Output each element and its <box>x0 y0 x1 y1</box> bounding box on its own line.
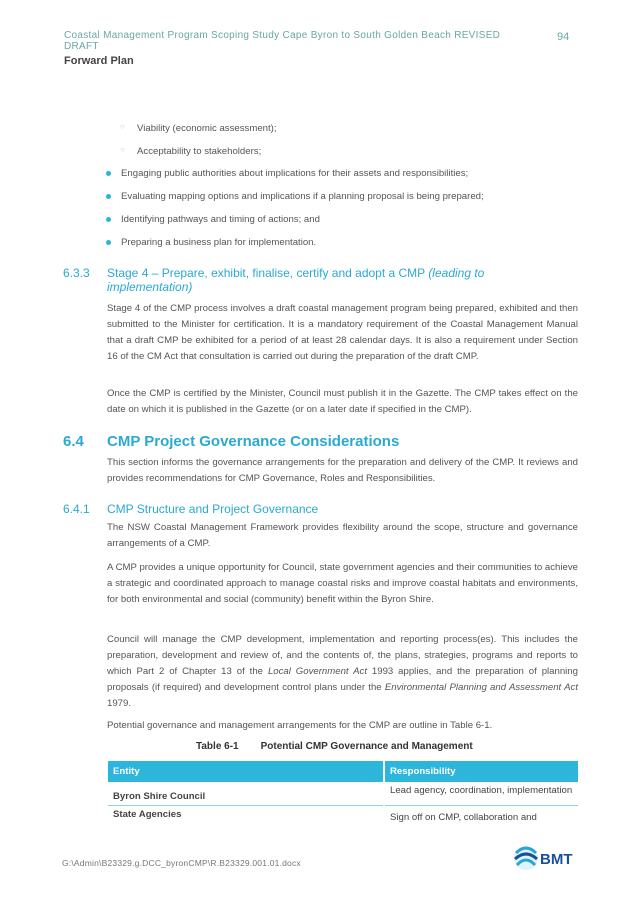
bullet-icon <box>106 194 111 199</box>
bullet-text: Engaging public authorities about implications for their assets and responsibilities; <box>121 168 469 179</box>
table-caption <box>196 741 473 752</box>
hollow-circle-icon: ○ <box>120 122 125 131</box>
table-caption-title: Potential CMP Governance and Management <box>260 741 473 752</box>
table-caption-number: Table 6-1 <box>196 741 239 752</box>
paragraph: Potential governance and management arrangements for the CMP are outline in Table 6-1. <box>107 720 493 731</box>
paragraph-text: 1979. <box>107 698 132 709</box>
act-name: Local Government Act <box>267 666 367 677</box>
sub-list-item-text: Acceptability to stakeholders; <box>137 146 262 157</box>
paragraph-text: 1993 applies, and the preparation of planning proposals (if required) and development control plans under the <box>107 666 578 693</box>
table-row <box>108 782 578 806</box>
bullet-text: Evaluating mapping options and implications if a planning proposal is being prepared; <box>121 191 484 202</box>
paragraph: The NSW Coastal Management Framework provides flexibility around the scope, structure and governance arrangements of a CMP. <box>107 522 578 549</box>
document-title: Coastal Management Program Scoping Study Cape Byron to South Golden Beach REVISED DRAFT <box>64 30 501 52</box>
section-number: 6.4 <box>63 433 84 450</box>
table-row <box>108 806 578 827</box>
bullet-icon <box>106 171 111 176</box>
section-heading: CMP Project Governance Considerations <box>107 433 400 450</box>
section-heading <box>107 266 547 294</box>
bullet-icon <box>106 217 111 222</box>
bullet-icon <box>106 240 111 245</box>
paragraph <box>107 632 578 712</box>
bullet-text: Preparing a business plan for implementation. <box>121 237 317 248</box>
chapter-title: Forward Plan <box>64 55 134 67</box>
bullet-item <box>121 191 484 202</box>
section-heading-italic: (leading to implementation) <box>107 266 485 294</box>
bullet-text: Identifying pathways and timing of actions; and <box>121 214 320 225</box>
paragraph: This section informs the governance arrangements for the preparation and delivery of the CMP. It reviews and provides recommendations for CMP Governance, Roles and Responsibilities. <box>107 457 578 484</box>
column-header-entity: Entity <box>108 761 384 782</box>
sub-list-item <box>120 122 277 134</box>
paragraph: A CMP provides a unique opportunity for Council, state government agencies and their communities to achieve a strategic and coordinated approach to manage coastal risks and improve coastal habitats and environments, for both environmental and social (community) benefit within the Byron Shire. <box>107 562 578 605</box>
section-heading: CMP Structure and Project Governance <box>107 502 319 516</box>
section-number: 6.3.3 <box>63 266 90 280</box>
responsibility-cell: Lead agency, coordination, implementation <box>384 782 578 806</box>
governance-table <box>108 761 578 826</box>
entity-cell: State Agencies <box>113 809 182 820</box>
company-logo <box>512 841 582 880</box>
hollow-circle-icon: ○ <box>120 145 125 154</box>
table-header-row <box>108 761 578 782</box>
paragraph: Stage 4 of the CMP process involves a draft coastal management program being prepared, exhibited and then submitted to the Minister for certification. It is a mandatory requirement of the Coastal Management Manual that a draft CMP be exhibited for a period of at least 28 calendar days. It is also a requirement under Section 16 of the CM Act that consultation is carried out during the preparation of the draft CMP. <box>107 303 578 362</box>
paragraph-text: Council will manage the CMP development, implementation and reporting process(es). This includes the preparation, development and review of, and the contents of, the plans, strategies, programs and reports to which Part 2 of Chapter 13 of the <box>107 634 578 677</box>
bullet-item <box>121 237 316 248</box>
sub-list-item <box>120 145 262 157</box>
column-header-responsibility: Responsibility <box>384 761 578 782</box>
section-number: 6.4.1 <box>63 502 90 516</box>
logo-text: BMT <box>540 851 573 868</box>
act-name: Environmental Planning and Assessment Act <box>384 682 578 693</box>
file-path: G:\Admin\B23329.g.DCC_byronCMP\R.B23329.001.01.docx <box>62 858 301 868</box>
section-heading-text: Stage 4 – Prepare, exhibit, finalise, certify and adopt a CMP <box>107 266 425 280</box>
bullet-item <box>121 168 468 179</box>
bullet-item <box>121 214 320 225</box>
paragraph: Once the CMP is certified by the Minister, Council must publish it in the Gazette. The CMP takes effect on the date on which it is published in the Gazette (or on a later date if specified in the CMP). <box>107 388 578 415</box>
sub-list-item-text: Viability (economic assessment); <box>137 123 277 134</box>
page-number: 94 <box>557 31 570 43</box>
bmt-logo-icon <box>512 841 582 875</box>
entity-cell: Byron Shire Council <box>108 782 384 806</box>
responsibility-cell: Sign off on CMP, collaboration and <box>384 806 578 827</box>
